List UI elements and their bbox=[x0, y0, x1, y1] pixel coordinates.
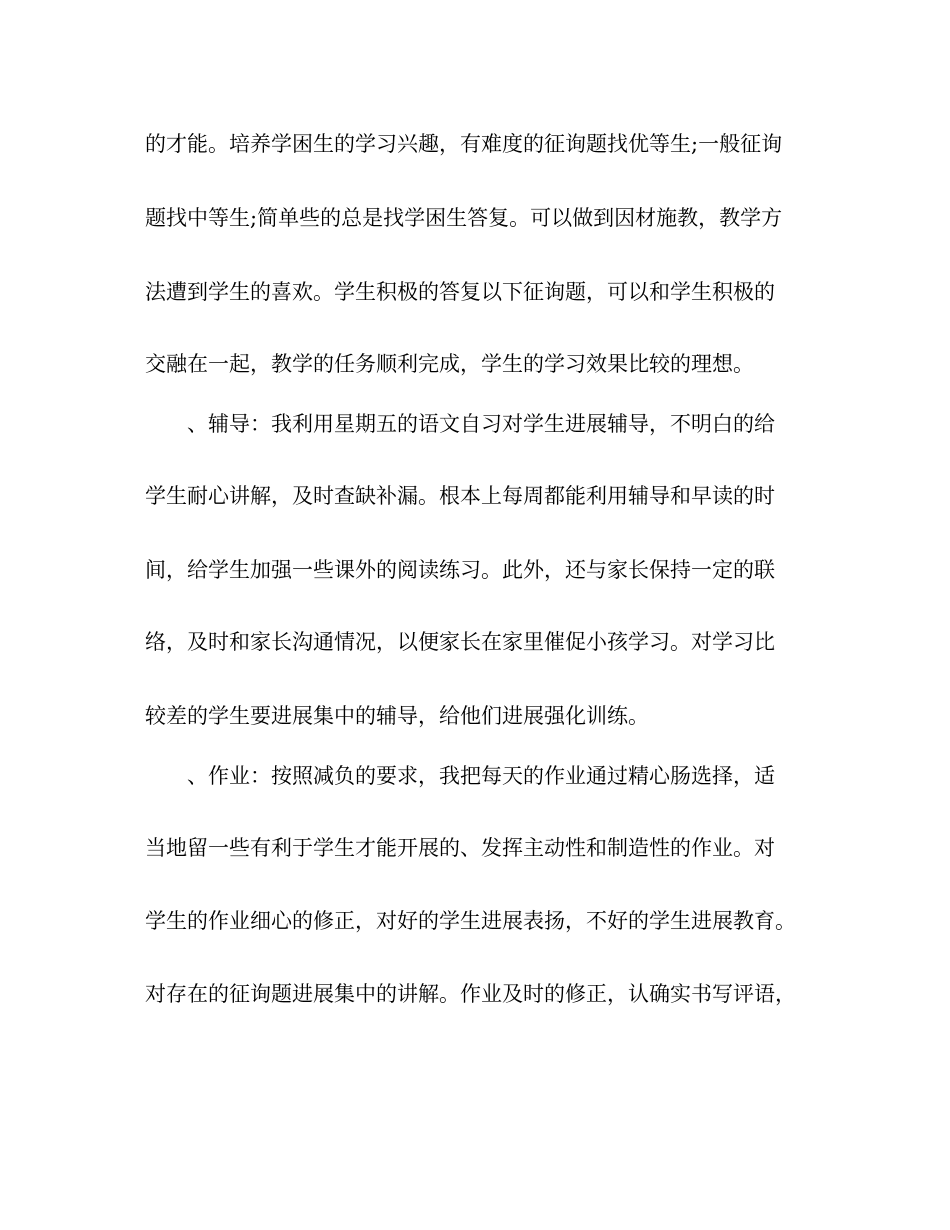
text-line-9: 较差的学生要进展集中的辅导，给他们进展强化训练。 bbox=[145, 704, 649, 728]
text-line-1: 的才能。培养学困生的学习兴趣，有难度的征询题找优等生;一般征询 bbox=[145, 132, 783, 156]
text-line-12: 学生的作业细心的修正，对好的学生进展表扬，不好的学生进展教育。 bbox=[145, 909, 796, 933]
text-line-2: 题找中等生;简单些的总是找学困生答复。可以做到因材施教，教学方 bbox=[145, 206, 783, 230]
paragraph-homework-start: 、作业：按照减负的要求，我把每天的作业通过精心肠选择，适 bbox=[187, 764, 775, 788]
paragraph-tutoring-start: 、辅导：我利用星期五的语文自习对学生进展辅导，不明白的给 bbox=[187, 412, 775, 436]
text-line-11: 当地留一些有利于学生才能开展的、发挥主动性和制造性的作业。对 bbox=[145, 836, 775, 860]
text-line-7: 间，给学生加强一些课外的阅读练习。此外，还与家长保持一定的联 bbox=[145, 558, 775, 582]
text-line-6: 学生耐心讲解，及时查缺补漏。根本上每周都能利用辅导和早读的时 bbox=[145, 484, 775, 508]
text-line-4: 交融在一起，教学的任务顺利完成，学生的学习效果比较的理想。 bbox=[145, 352, 754, 376]
text-line-3: 法遭到学生的喜欢。学生积极的答复以下征询题，可以和学生积极的 bbox=[145, 280, 775, 304]
text-line-8: 络，及时和家长沟通情况，以便家长在家里催促小孩学习。对学习比 bbox=[145, 630, 775, 654]
text-line-13: 对存在的征询题进展集中的讲解。作业及时的修正，认确实书写评语， bbox=[145, 982, 796, 1006]
